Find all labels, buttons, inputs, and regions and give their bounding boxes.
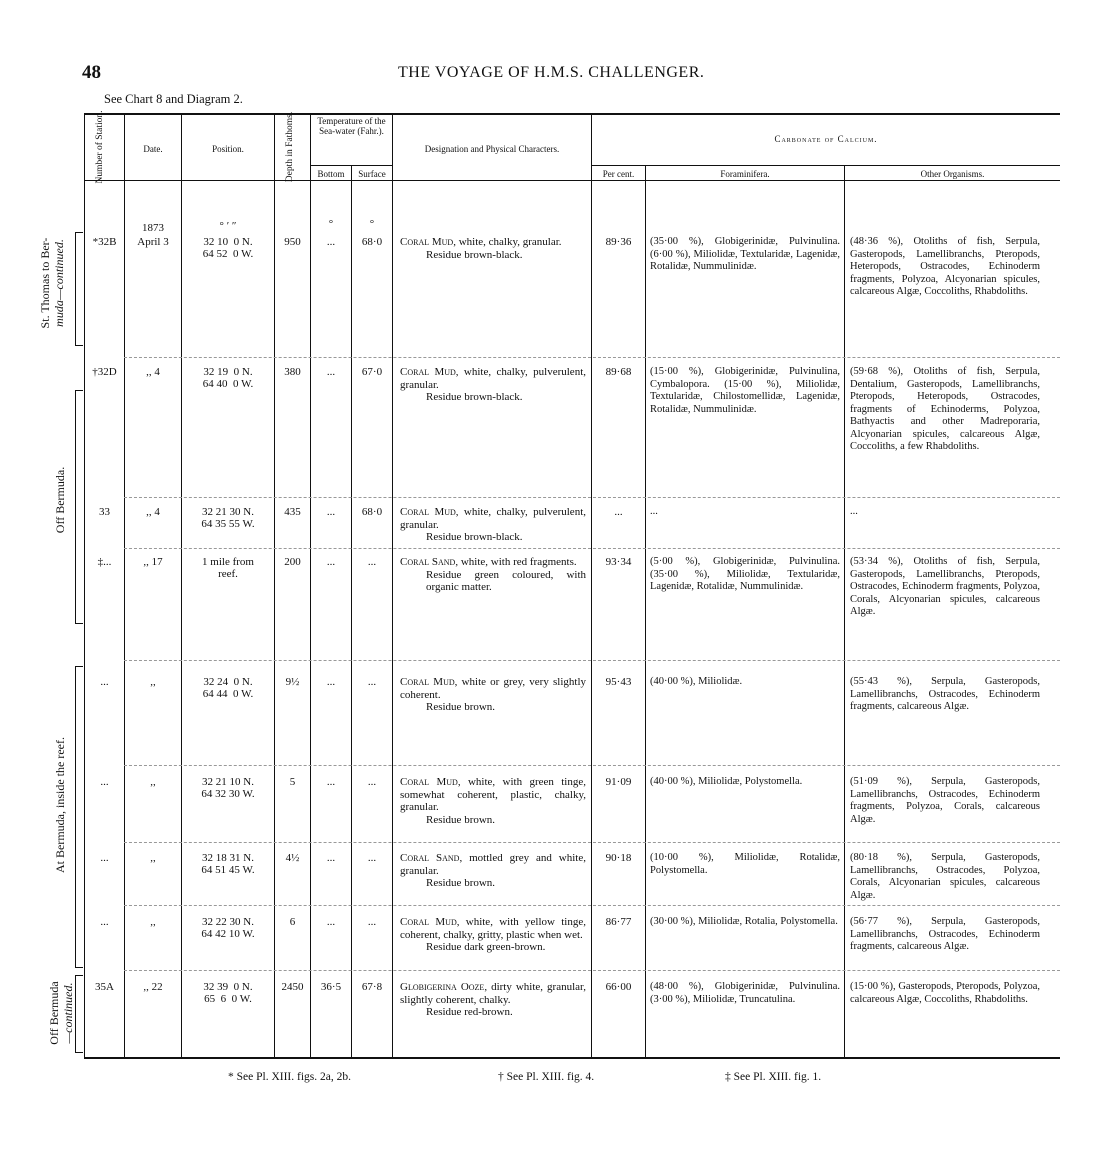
deposit-type: Coral Mud, [400, 506, 459, 518]
row-separator [124, 765, 1060, 766]
position-lat: 32 19 0 N. [203, 366, 253, 378]
deposit-type: Globigerina Ooze, [400, 981, 488, 993]
depth: 2450 [281, 981, 304, 993]
position-lon: 64 44 0 W. [202, 688, 254, 700]
other-organisms: (15·00 %), Gasteropods, Pteropods, Polyzoa, calcareous Algæ, Coccoliths, Rhabdoliths. [850, 981, 1040, 1005]
region-label: Off Bermuda. [53, 466, 67, 534]
other-organisms: ... [850, 506, 858, 517]
deposit-description: white or grey, very slightly coherent. [400, 676, 587, 701]
deposit-description: white, with yellow tinge, coherent, chalky, gritty, plastic when wet. [400, 916, 586, 941]
per-cent: 89·36 [605, 236, 632, 248]
foraminifera: (15·00 %), Globigerinidæ, Pulvinulina, Cymbalopora. (15·00 %), Miliolidæ, Textularidæ, Chilostomellidæ, Lagenidæ, Rotalidæ, Nummulinidæ. [650, 366, 840, 415]
header-temperature: Temperature of the Sea-water (Fahr.). [317, 116, 386, 137]
residue: Residue red-brown. [426, 1006, 513, 1018]
temp-surface: ... [367, 556, 377, 568]
column-rule [181, 113, 182, 1058]
other-organisms: (80·18 %), Serpula, Gasteropods, Lamellibranchs, Ostracodes, Polyzoa, Corals, Alcyonarian spicules, calcareous Algæ. [850, 852, 1040, 901]
depth: 5 [289, 776, 296, 788]
per-cent: ... [614, 506, 623, 518]
designation [400, 506, 586, 544]
position-lat: 32 22 30 N. [202, 916, 254, 928]
position-lat: 1 mile from [202, 556, 254, 568]
date: ,, 4 [146, 506, 160, 518]
table-top-rule [84, 113, 1060, 115]
deposit-description: white, chalky, pulverulent, granular. [400, 366, 586, 391]
temp-bottom: ... [326, 506, 336, 518]
header-position: Position. [212, 144, 244, 154]
header-foraminifera: Foraminifera. [720, 169, 770, 179]
temp-surface: ... [367, 776, 377, 788]
foraminifera: ... [650, 506, 658, 517]
deposit-description: white, with green tinge, somewhat coherent, plastic, chalky, granular. [400, 776, 586, 813]
temp-surface: 67·8 [361, 981, 383, 993]
foraminifera: (10·00 %), Miliolidæ, Rotalidæ, Polystomella. [650, 852, 840, 876]
header-designation: Designation and Physical Characters. [424, 144, 560, 154]
date: ,, [150, 916, 156, 928]
position-lat: 32 24 0 N. [203, 676, 253, 688]
position-lat: 32 10 0 N. [203, 236, 253, 248]
foraminifera: (35·00 %), Globigerinidæ, Pulvinulina. (6·00 %), Miliolidæ, Textularidæ, Lagenidæ, Rotalidæ, Nummulinidæ. [650, 236, 840, 272]
position-lon: 64 40 0 W. [202, 378, 254, 390]
row-separator [124, 970, 1060, 971]
row-separator [124, 905, 1060, 906]
date: ,, 17 [143, 556, 163, 568]
date: ,, [150, 852, 156, 864]
deposit-type: Coral Mud, [400, 916, 460, 928]
temp-bottom: ... [326, 676, 336, 688]
position-lat: 32 21 30 N. [202, 506, 254, 518]
station-number: ... [100, 916, 109, 928]
foraminifera: (48·00 %), Globigerinidæ, Pulvinulina. (3·00 %), Miliolidæ, Truncatulina. [650, 981, 840, 1005]
residue: Residue brown-black. [426, 248, 523, 261]
header-per-cent: Per cent. [602, 169, 635, 179]
station-number: 35A [95, 981, 114, 993]
date: ,, [150, 676, 156, 688]
position-lon: 64 35 55 W. [201, 518, 255, 530]
region-brace [75, 390, 83, 624]
other-organisms: (51·09 %), Serpula, Gasteropods, Lamellibranchs, Ostracodes, Echinoderm fragments, Polyzoa, Corals, calcareous Algæ. [850, 776, 1040, 825]
per-cent: 66·00 [605, 981, 632, 993]
deposit-description: white, with red fragments. [458, 556, 577, 568]
surface-degree-symbol: ° [369, 218, 375, 230]
station-number: 33 [99, 506, 110, 518]
row-separator [124, 497, 1060, 498]
foraminifera: (40·00 %), Miliolidæ. [650, 676, 743, 687]
header-other-organisms: Other Organisms. [920, 169, 985, 179]
designation [400, 776, 586, 826]
position-lon: 64 32 30 W. [201, 788, 255, 800]
date: April 3 [137, 236, 169, 248]
chart-reference: See Chart 8 and Diagram 2. [104, 92, 243, 106]
foraminifera: (30·00 %), Miliolidæ, Rotalia, Polystomella. [650, 916, 838, 927]
residue: Residue green coloured, with organic matter. [426, 568, 586, 593]
position-lat: 32 39 0 N. [203, 981, 253, 993]
per-cent: 89·68 [605, 366, 632, 378]
residue: Residue brown. [426, 813, 496, 826]
designation [400, 852, 586, 890]
region-label: St. Thomas to Ber- muda—continued. [38, 237, 66, 329]
deposit-description: white, chalky, granular. [455, 236, 562, 248]
temp-bottom: ... [326, 776, 336, 788]
position-lon: 65 6 0 W. [204, 993, 252, 1005]
date: ,, [150, 776, 156, 788]
designation [400, 366, 586, 404]
station-number: ‡... [97, 556, 112, 568]
region-label: Off Bermuda —continued. [47, 981, 75, 1045]
region-brace [75, 975, 83, 1053]
station-number: †32D [92, 366, 117, 378]
station-number: ... [100, 852, 109, 864]
position-lon: 64 52 0 W. [202, 248, 254, 260]
header-bottom: Bottom [317, 169, 345, 179]
deposit-description: dirty white, granular, slightly coherent, chalky. [400, 981, 586, 1006]
bottom-degree-symbol: ° [328, 218, 334, 230]
foraminifera: (40·00 %), Miliolidæ, Polystomella. [650, 776, 803, 787]
position-lon: 64 51 45 W. [201, 864, 255, 876]
header-station: Number of Station. [95, 110, 105, 184]
designation [400, 916, 586, 954]
position-lon: reef. [218, 568, 238, 580]
deposit-type: Coral Mud, [400, 366, 459, 378]
deposit-type: Coral Sand, [400, 852, 463, 864]
other-organisms: (59·68 %), Otoliths of fish, Serpula, Dentalium, Gasteropods, Lamellibranchs, Pteropods, Heteropods, Ostracodes, fragments of Echinoderms, Polyzoa, Bathyactis and other Madreporaria, Alcyonarian spicules, calcareous Algæ, Coccoliths, a few Rhabdoliths. [850, 366, 1040, 452]
foraminifera: (5·00 %), Globigerinidæ, Pulvinulina. (35·00 %), Miliolidæ, Textularidæ, Lagenidæ, Rotalidæ, Nummulinidæ. [650, 556, 840, 592]
other-organisms: (55·43 %), Serpula, Gasteropods, Lamellibranchs, Ostracodes, Echinoderm fragments, calcareous Algæ. [850, 676, 1040, 712]
temp-bottom: ... [326, 366, 336, 378]
table-bottom-rule [84, 1057, 1060, 1059]
temp-surface: ... [367, 916, 377, 928]
station-number: ... [100, 676, 109, 688]
residue: Residue brown. [426, 701, 496, 713]
designation [400, 981, 586, 1019]
other-organisms: (53·34 %), Otoliths of fish, Serpula, Gasteropods, Lamellibranchs, Pteropods, Ostracodes, Echinoderm fragments, Polyzoa, Corals, Alcyonarian spicules, calcareous Algæ. [850, 556, 1040, 617]
row-separator [124, 357, 1060, 358]
depth: 435 [284, 506, 301, 518]
position-lat: 32 18 31 N. [202, 852, 254, 864]
footnote: * See Pl. XIII. figs. 2a, 2b. [228, 1071, 351, 1083]
temp-surface: 68·0 [361, 236, 383, 248]
residue: Residue brown. [426, 877, 496, 889]
depth: 4½ [285, 852, 300, 864]
designation [400, 556, 586, 594]
table-header-rule [84, 180, 1060, 181]
per-cent: 95·43 [605, 676, 632, 688]
depth: 380 [284, 366, 301, 378]
column-rule [645, 165, 646, 1058]
position-lon: 64 42 10 W. [201, 928, 255, 940]
residue: Residue brown-black. [426, 391, 523, 403]
depth: 6 [289, 916, 296, 928]
region-label: At Bermuda, inside the reef. [53, 737, 67, 873]
region-brace [75, 666, 83, 968]
header-date: Date. [143, 144, 163, 154]
deposit-type: Coral Mud, [400, 236, 456, 248]
column-rule [392, 113, 393, 1058]
per-cent: 91·09 [605, 776, 632, 788]
temp-bottom: ... [326, 236, 336, 248]
column-rule [844, 165, 845, 1058]
temp-bottom: 36·5 [320, 981, 342, 993]
temp-bottom: ... [326, 916, 336, 928]
footnote: ‡ See Pl. XIII. fig. 1. [725, 1071, 822, 1083]
residue: Residue brown-black. [426, 531, 523, 543]
header-depth: Depth in Fathoms. [285, 111, 295, 183]
header-carbonate: Carbonate of Calcium. [774, 134, 878, 144]
designation [400, 236, 586, 261]
deposit-type: Coral Sand, [400, 556, 459, 568]
depth: 950 [284, 236, 301, 248]
row-separator [124, 842, 1060, 843]
header-surface: Surface [358, 169, 386, 179]
temp-surface: 68·0 [361, 506, 383, 518]
carbonate-subheader-rule [591, 165, 1060, 166]
deposit-description: mottled grey and white, granular. [400, 852, 586, 877]
position-lat: 32 21 10 N. [202, 776, 254, 788]
date-year: 1873 [142, 222, 164, 234]
designation [400, 676, 586, 714]
region-brace [75, 232, 83, 346]
deposit-type: Coral Mud, [400, 776, 461, 788]
other-organisms: (56·77 %), Serpula, Gasteropods, Lamellibranchs, Ostracodes, Echinoderm fragments, calcareous Algæ. [850, 916, 1040, 952]
per-cent: 90·18 [605, 852, 632, 864]
column-rule [124, 113, 125, 1058]
temp-surface: ... [367, 852, 377, 864]
temp-bottom: ... [326, 556, 336, 568]
other-organisms: (48·36 %), Otoliths of fish, Serpula, Gasteropods, Lamellibranchs, Pteropods, Heteropods, Ostracodes, Echinoderm fragments, Polyzoa, Alcyonarian spicules, calcareous Algæ, Coccoliths, Rhabdoliths. [850, 236, 1040, 297]
temp-surface: ... [367, 676, 377, 688]
row-separator [124, 548, 1060, 549]
position-degree-symbols: ° ′ ″ [219, 220, 237, 232]
depth: 200 [284, 556, 301, 568]
depth: 9½ [285, 676, 300, 688]
station-number: ... [100, 776, 109, 788]
residue: Residue dark green-brown. [426, 941, 546, 953]
station-number: *32B [92, 236, 117, 248]
temp-surface: 67·0 [361, 366, 383, 378]
per-cent: 93·34 [605, 556, 632, 568]
footnote: † See Pl. XIII. fig. 4. [498, 1071, 595, 1083]
deposit-type: Coral Mud, [400, 676, 458, 688]
page-number: 48 [82, 62, 101, 83]
date: ,, 4 [146, 366, 160, 378]
per-cent: 86·77 [605, 916, 632, 928]
deposit-description: white, chalky, pulverulent, granular. [400, 506, 586, 531]
row-separator [124, 660, 1060, 661]
date: ,, 22 [143, 981, 163, 993]
running-title: THE VOYAGE OF H.M.S. CHALLENGER. [398, 64, 705, 81]
temp-bottom: ... [326, 852, 336, 864]
